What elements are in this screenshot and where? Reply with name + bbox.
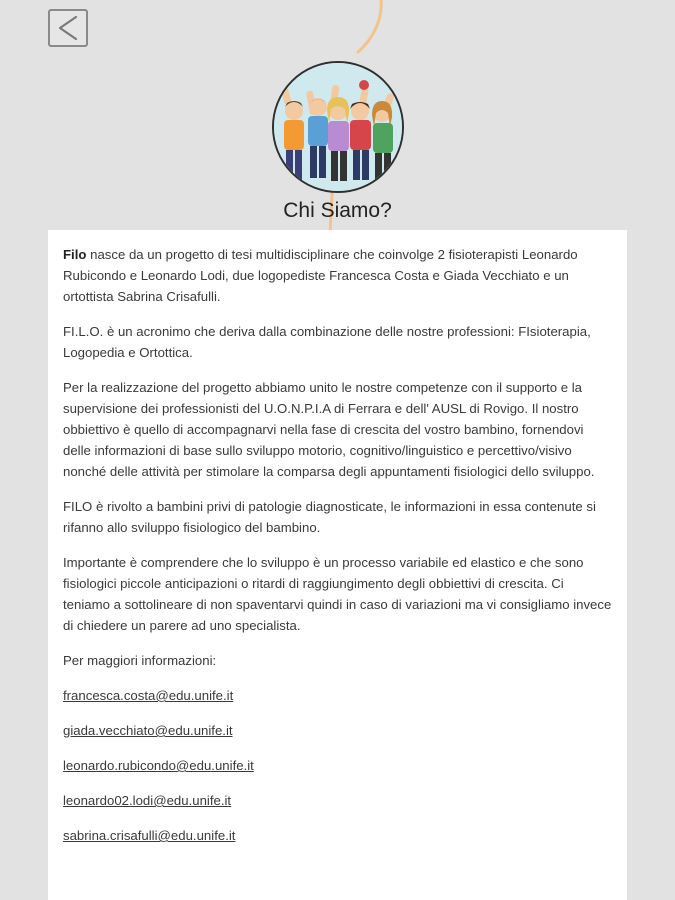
email-link[interactable]: giada.vecchiato@edu.unife.it <box>63 723 233 738</box>
page-title: Chi Siamo? <box>283 199 392 222</box>
intro-paragraph <box>63 244 612 307</box>
content-card <box>48 230 627 900</box>
brand-name: Filo <box>63 247 87 262</box>
intro-text: nasce da un progetto di tesi multidisciplinare che coinvolge 2 fisioterapisti Leonardo Rubicondo e Leonardo Lodi, due logopediste Francesca Costa e Giada Vecchiato e un ortottista Sabrina Crisafulli. <box>63 247 578 304</box>
paragraph-acronym: FI.L.O. è un acronimo che deriva dalla combinazione delle nostre professioni: FIsioterapia, Logopedia e Ortottica. <box>63 324 591 360</box>
email-link[interactable]: leonardo.rubicondo@edu.unife.it <box>63 758 254 773</box>
back-button[interactable] <box>48 9 88 47</box>
paragraph-project: Per la realizzazione del progetto abbiamo unito le nostre competenze con il supporto e la supervisione dei professionisti del U.O.N.P.I.A di Ferrara e dell' AUSL di Rovigo. Il nostro obbiettivo è quello di accompagnarvi nella fase di crescita del vostro bambino, fornendovi delle informazioni di base sullo sviluppo motorio, cognitivo/linguistico e percettivo/visivo nonché delle attività per stimolare la comparsa degli appuntamenti fisiologici dello sviluppo. <box>63 380 595 479</box>
email-link[interactable]: leonardo02.lodi@edu.unife.it <box>63 793 232 808</box>
paragraph-development: Importante è comprendere che lo sviluppo è un processo variabile ed elastico e che sono fisiologici piccole anticipazioni o ritardi di raggiungimento degli obbiettivi di crescita. Ci teniamo a sottolineare di non spaventarvi quindi in caso di variazioni ma vi consigliamo invece di chiedere un parere ad uno specialista. <box>63 555 612 633</box>
contacts-heading: Per maggiori informazioni: <box>63 653 217 668</box>
email-link[interactable]: sabrina.crisafulli@edu.unife.it <box>63 828 236 843</box>
team-avatar <box>272 61 404 193</box>
team-illustration <box>274 63 402 191</box>
email-link[interactable]: francesca.costa@edu.unife.it <box>63 688 234 703</box>
paragraph-target: FILO è rivolto a bambini privi di patologie diagnosticate, le informazioni in essa contenute si rifanno allo sviluppo fisiologico del bambino. <box>63 499 596 535</box>
chevron-left-icon <box>56 15 80 41</box>
